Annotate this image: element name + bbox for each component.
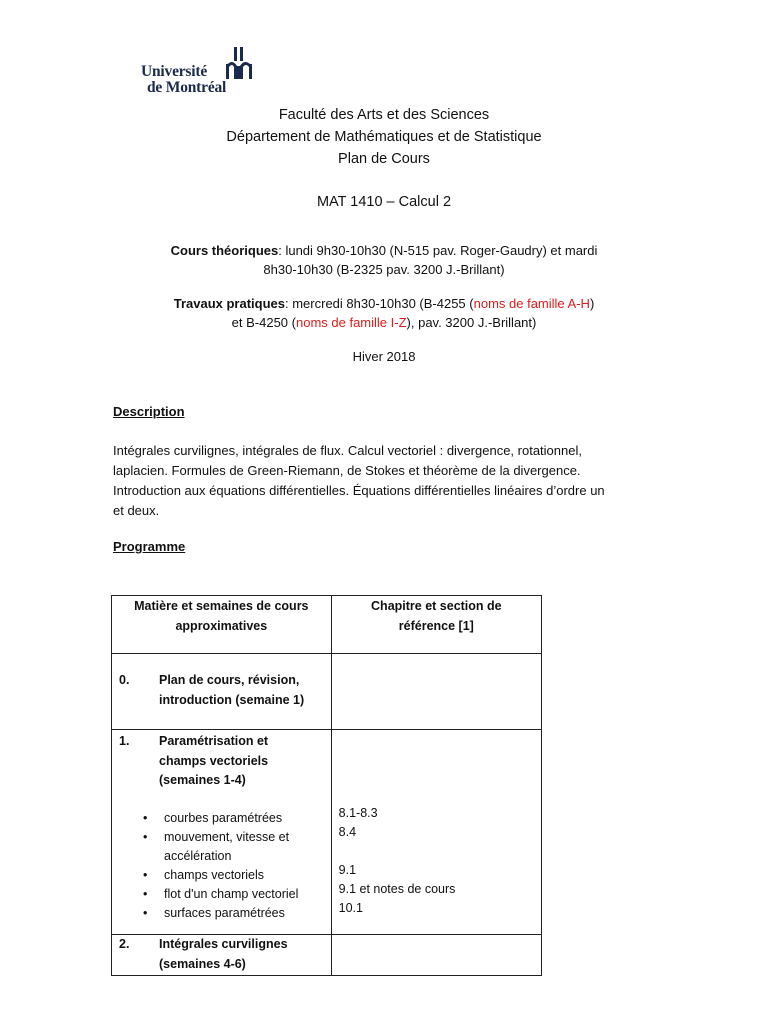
description-line: laplacien. Formules de Green-Riemann, de Stokes et théorème de la divergence. [113,463,581,478]
logo-emblem-icon [225,46,253,80]
description-line: et deux. [113,503,160,518]
department-title: Département de Mathématiques et de Statistique [226,129,542,145]
description-line: Intégrales curvilignes, intégrales de flux. Calcul vectoriel : divergence, rotationnel, [113,443,582,458]
row-2-topic: 2. Intégrales curvilignes (semaines 4-6) [119,937,288,971]
list-item: • mouvement, vitesse et [143,829,290,844]
logo-text-line1: Université [141,63,208,80]
course-title: MAT 1410 – Calcul 2 [316,194,452,210]
list-item: • courbes paramétrées [143,810,283,825]
col-header-chapitre: Chapitre et section de référence [1] [331,596,541,654]
programme-table [111,595,542,977]
list-item: • surfaces paramétrées [143,905,285,920]
practical-schedule-line2: et B-4250 (noms de famille I-Z), pav. 3200 J.-Brillant) [231,315,537,330]
row-1-topic: 1. Paramétrisation et champs vectoriels (semaines 1-4) [119,734,269,787]
group-i-z: noms de famille I-Z [295,315,407,330]
col-header-matiere: Matière et semaines de cours approximatives [112,596,332,654]
description-line: Introduction aux équations différentielles. Équations différentielles linéaires d’ordre un [113,483,605,498]
table-row [112,654,542,730]
practical-label: Travaux pratiques [173,296,285,311]
term: Hiver 2018 [352,349,416,364]
description-body [113,441,673,521]
row-1-references: 8.1-8.3 8.4 9.1 9.1 et notes de cours 10.1 [338,806,456,915]
table-header-row [112,596,542,654]
universite-de-montreal-logo [141,46,253,96]
list-item: • flot d'un champ vectoriel [143,886,299,901]
theory-schedule-line1: Cours théoriques: lundi 9h30-10h30 (N-515 pav. Roger-Gaudry) et mardi [170,243,598,258]
table-row [112,730,542,935]
list-item: • champs vectoriels [143,867,265,882]
theory-schedule-line2: 8h30-10h30 (B-2325 pav. 3200 J.-Brillant) [263,262,505,277]
group-a-h: noms de famille A-H [473,296,590,311]
theory-label: Cours théoriques [170,243,279,258]
table-row [112,935,542,976]
logo-text-line2: de Montréal [147,79,227,96]
faculty-title: Faculté des Arts et des Sciences [278,107,490,123]
row-1-subtopics [112,809,331,923]
practical-schedule-line1: Travaux pratiques: mercredi 8h30-10h30 (B-4255 (noms de famille A-H) [173,296,595,311]
programme-heading: Programme [113,539,186,554]
row-0-topic: 0. Plan de cours, révision, introduction (semaine 1) [119,673,305,707]
list-item: accélération [164,848,232,863]
description-heading: Description [113,404,185,419]
doc-type-title: Plan de Cours [338,151,430,167]
